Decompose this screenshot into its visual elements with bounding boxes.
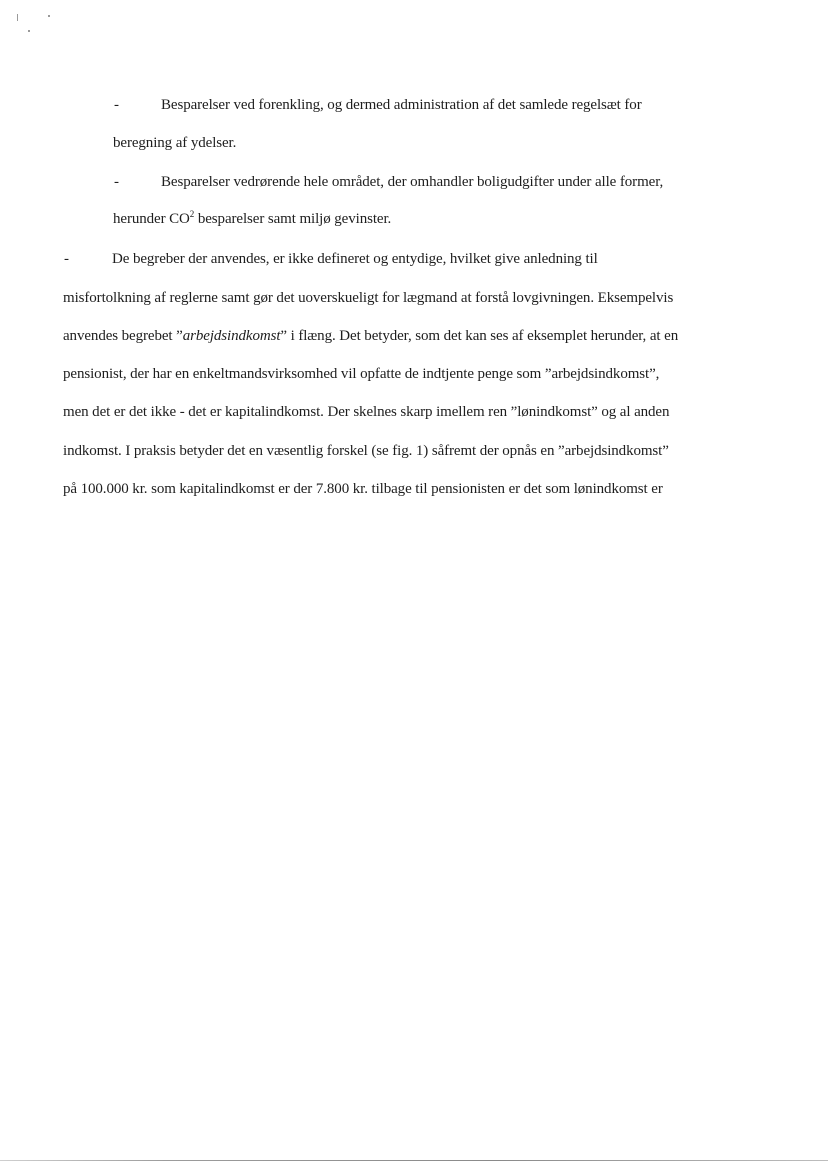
main-item-line-3-before: anvendes begrebet ” xyxy=(63,328,183,344)
main-item-line-3 xyxy=(63,326,678,346)
bullet-dash: - xyxy=(114,174,119,190)
main-item-line-1: De begreber der anvendes, er ikke defineret og entydige, hvilket give anledning til xyxy=(112,251,598,267)
sub-item-1-line-2: beregning af ydelser. xyxy=(113,135,237,151)
co2-superscript: 2 xyxy=(189,209,195,219)
bullet-dash: - xyxy=(64,251,69,267)
main-item-line-7: på 100.000 kr. som kapitalindkomst er der 7.800 kr. tilbage til pensionisten er det som lønindkomst er xyxy=(63,481,663,497)
sub-item-1-line-1: Besparelser ved forenkling, og dermed administration af det samlede regelsæt for xyxy=(161,97,642,113)
bullet-dash: - xyxy=(114,97,119,113)
sub-item-2-line-1: Besparelser vedrørende hele området, der omhandler boligudgifter under alle former, xyxy=(161,174,664,190)
main-item-line-3-after: ” i flæng. Det betyder, som det kan ses af eksemplet herunder, at en xyxy=(280,328,679,344)
scan-speck xyxy=(28,30,30,32)
main-item-line-4: pensionist, der har en enkeltmandsvirksomhed vil opfatte de indtjente penge som ”arbejdsindkomst”, xyxy=(63,366,660,382)
main-item-line-2: misfortolkning af reglerne samt gør det uoverskueligt for lægmand at forstå lovgivningen. Eksempelvis xyxy=(63,290,674,306)
sub-item-2-line-2 xyxy=(113,209,391,229)
scan-bottom-edge xyxy=(0,1160,828,1161)
main-item-line-5: men det er det ikke - det er kapitalindkomst. Der skelnes skarp imellem ren ”lønindkomst” og al anden xyxy=(63,404,670,420)
scan-speck xyxy=(17,14,18,21)
sub-item-2-text-before: herunder CO xyxy=(113,211,190,227)
scan-speck xyxy=(48,15,50,17)
sub-item-2-text-after: besparelser samt miljø gevinster. xyxy=(194,211,392,227)
term-arbejdsindkomst: arbejdsindkomst xyxy=(182,328,281,344)
main-item-line-6: indkomst. I praksis betyder det en væsentlig forskel (se fig. 1) såfremt der opnås en ”arbejdsindkomst” xyxy=(63,443,669,459)
